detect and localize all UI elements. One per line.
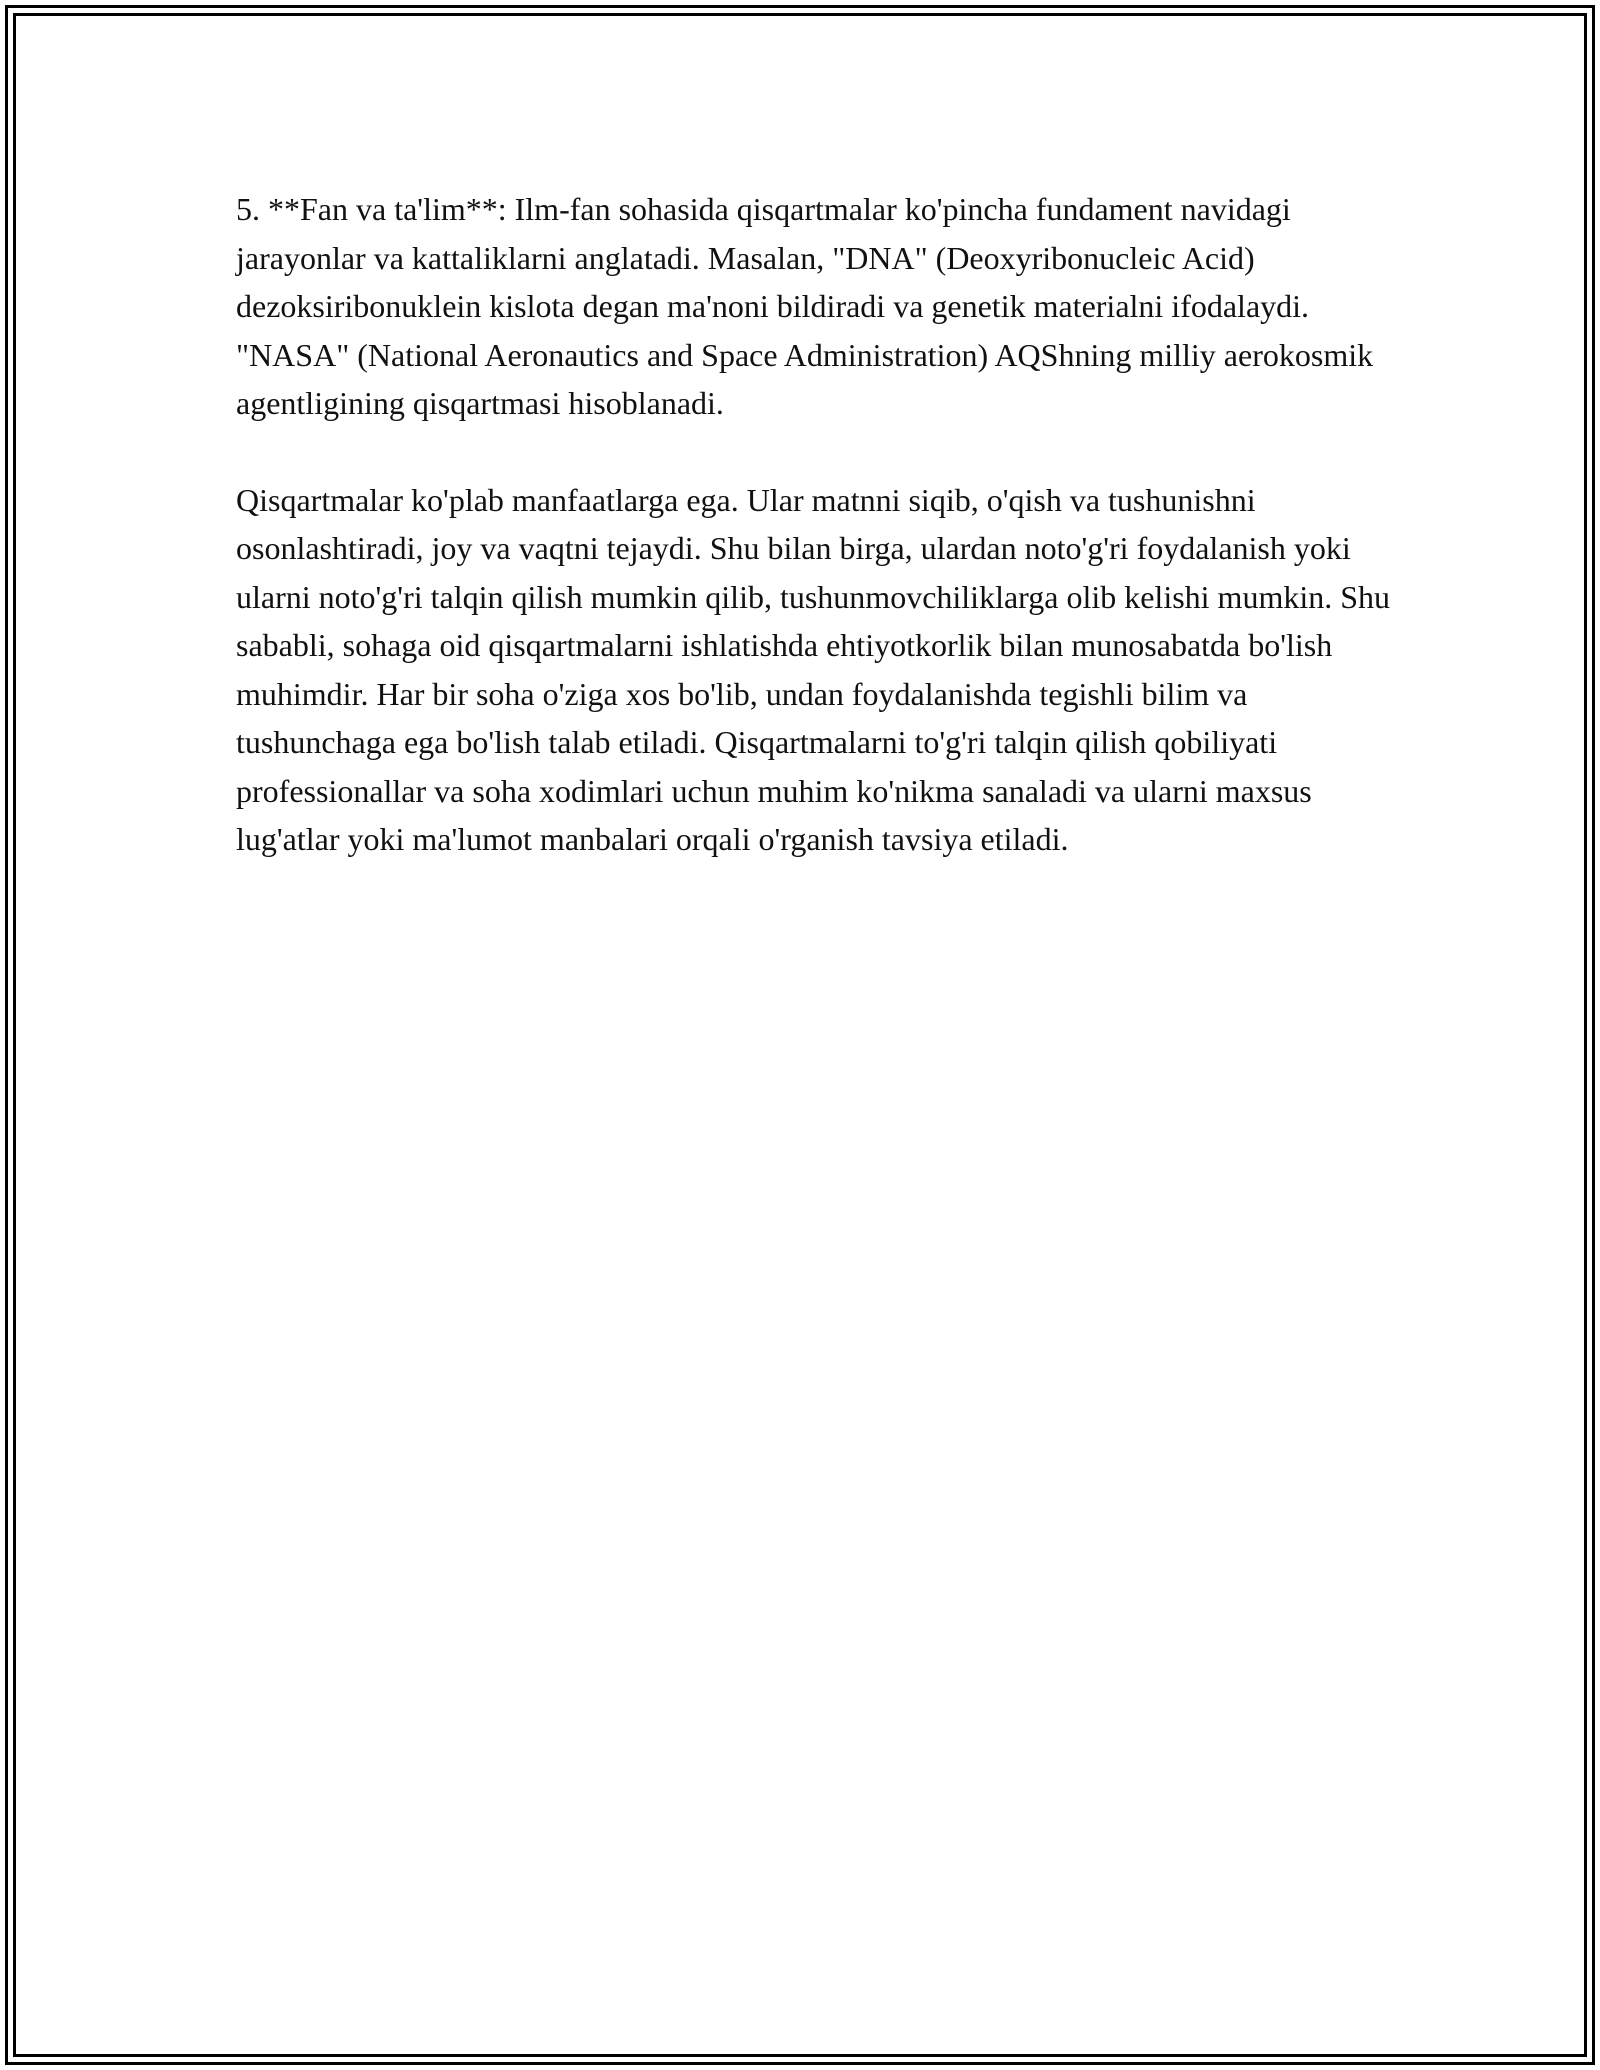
paragraph-science-education: 5. **Fan va ta'lim**: Ilm-fan sohasida qisqartmalar ko'pincha fundament navidagi jarayonlar va kattaliklarni anglatadi. Masalan, "DNA" (Deoxyribonucleic Acid) dezoksiribonuklein kislota degan ma'noni bildiradi va genetik materialni ifodalaydi. "NASA" (National Aeronautics and Space Administration) AQShning milliy aerokosmik agentligining qisqartmasi hisoblanadi. [236,191,1374,421]
document-body [236,185,1396,912]
paragraph-abbreviation-benefits: Qisqartmalar ko'plab manfaatlarga ega. Ular matnni siqib, o'qish va tushunishni osonlashtiradi, joy va vaqtni tejaydi. Shu bilan birga, ulardan noto'g'ri foydalanish yoki ularni noto'g'ri talqin qilish mumkin qilib, tushunmovchiliklarga olib kelishi mumkin. Shu sababli, sohaga oid qisqartmalarni ishlatishda ehtiyotkorlik bilan munosabatda bo'lish muhimdir. Har bir soha o'ziga xos bo'lib, undan foydalanishda tegishli bilim va tushunchaga ega bo'lish talab etiladi. Qisqartmalarni to'g'ri talqin qilish qobiliyati professionallar va soha xodimlari uchun muhim ko'nikma sanaladi va ularni maxsus lug'atlar yoki ma'lumot manbalari orqali o'rganish tavsiya etiladi. [236,481,1391,857]
